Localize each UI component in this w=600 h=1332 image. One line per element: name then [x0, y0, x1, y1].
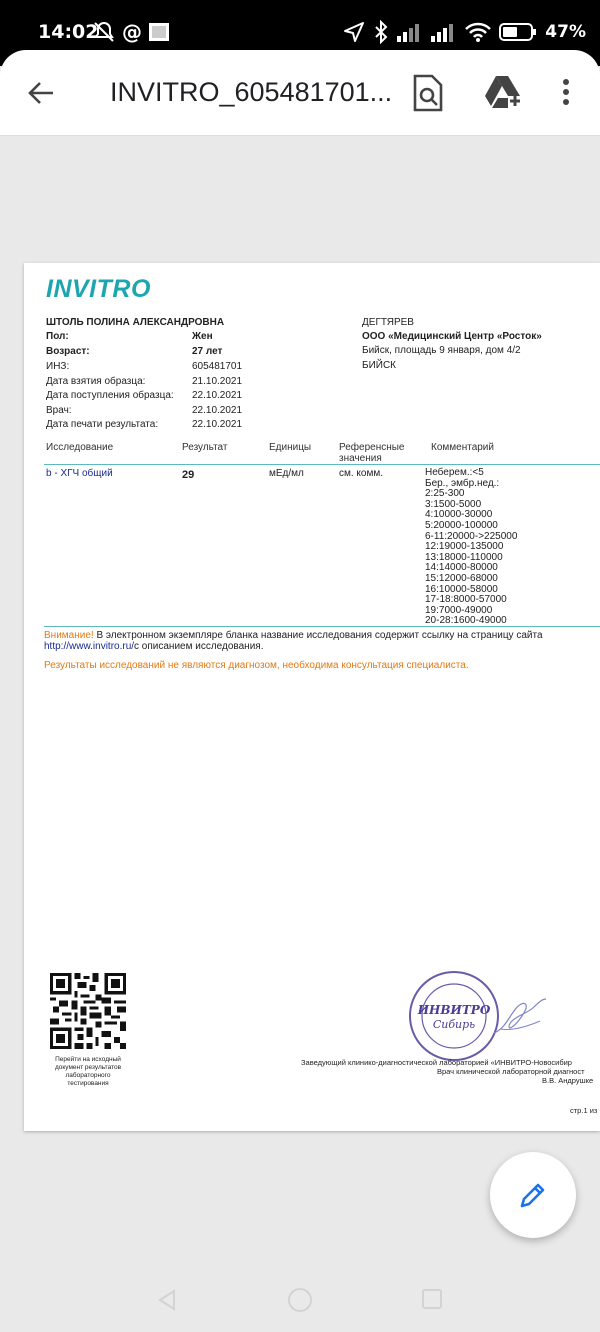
pencil-icon	[518, 1180, 548, 1210]
edit-button[interactable]	[490, 1152, 576, 1238]
comment-line: 5:20000-100000	[425, 519, 498, 531]
back-arrow-icon[interactable]	[26, 78, 56, 108]
pdf-page	[24, 263, 600, 1131]
attention-label: Внимание!	[44, 630, 94, 641]
page-number: стр.1 из	[570, 1106, 598, 1115]
reference-value: см. комм.	[339, 468, 384, 479]
mute-notifications-icon	[92, 20, 116, 44]
document-title: INVITRO_605481701...	[110, 77, 393, 107]
clinic-city: БИЙСК	[362, 360, 396, 371]
notice-line2	[44, 641, 263, 652]
status-time: 14:02	[38, 21, 99, 43]
lab-stamp	[406, 968, 502, 1064]
nav-back-icon[interactable]	[156, 1288, 178, 1312]
comment-line: 14:14000-80000	[425, 562, 498, 574]
search-document-icon[interactable]	[412, 74, 444, 112]
comment-line: 4:10000-30000	[425, 509, 493, 521]
age-value: 27 лет	[192, 346, 223, 357]
units-value: мЕд/мл	[269, 468, 304, 479]
doctor-label: Врач:	[46, 405, 72, 416]
qr-code[interactable]	[50, 973, 126, 1049]
header-units: Единицы	[269, 442, 312, 453]
nav-home-icon[interactable]	[286, 1286, 314, 1314]
comment-line: 2:25-300	[425, 488, 465, 500]
clinic-name: ООО «Медицинский Центр «Росток»	[362, 331, 542, 342]
email-at-icon: @	[122, 20, 142, 44]
battery-icon	[499, 22, 537, 42]
signature-line-2: Врач клинической лабораторной диагност	[437, 1067, 585, 1076]
notice-text: В электронном экземпляре бланка название исследования содержит ссылку на страницу сайта	[93, 630, 543, 641]
patient-name: ШТОЛЬ ПОЛИНА АЛЕКСАНДРОВНА	[46, 317, 225, 328]
comment-line: 17-18:8000-57000	[425, 594, 507, 606]
clinic-address: Бийск, площадь 9 января, дом 4/2	[362, 345, 521, 356]
stamp-bottom-text: Сибирь	[432, 1018, 476, 1031]
table-header-rule	[44, 464, 600, 465]
signal-strength-icon-1	[397, 22, 423, 42]
print-date-value: 22.10.2021	[192, 419, 243, 430]
notice-text-end: с описанием исследования.	[134, 641, 264, 652]
wifi-icon	[465, 21, 491, 43]
bluetooth-icon	[373, 20, 389, 44]
comment-line: 15:12000-68000	[425, 572, 498, 584]
header-reference-line1: Референсные	[339, 442, 405, 453]
test-name-link[interactable]: b - ХГЧ общий	[46, 468, 113, 479]
table-bottom-rule	[44, 626, 600, 627]
clinic-doctor: ДЕГТЯРЕВ	[362, 317, 414, 328]
image-notification-icon	[148, 21, 170, 43]
comment-line: 20-28:1600-49000	[425, 615, 507, 627]
sample-date-value: 21.10.2021	[192, 376, 243, 387]
system-navigation-bar	[0, 1270, 600, 1332]
qr-caption: Перейти на исходный документ результатов лабораторного тестирования	[54, 1056, 122, 1087]
invitro-site-link[interactable]: http://www.invitro.ru/	[44, 641, 135, 652]
header-reference-line2: значения	[339, 453, 382, 464]
doctor-value: 22.10.2021	[192, 405, 243, 416]
comment-line: 3:1500-5000	[425, 498, 482, 510]
result-value: 29	[182, 469, 195, 481]
comment-line: 19:7000-49000	[425, 604, 493, 616]
comment-line: 12:19000-135000	[425, 541, 504, 553]
comment-line: 6-11:20000->225000	[425, 530, 518, 542]
app-toolbar	[0, 50, 600, 136]
receipt-date-label: Дата поступления образца:	[46, 390, 174, 401]
add-to-drive-icon[interactable]	[484, 74, 522, 110]
invitro-logo: INVITRO	[46, 275, 151, 303]
signature-line-3: В.В. Андрушке	[542, 1076, 594, 1085]
header-test: Исследование	[46, 442, 114, 453]
nav-recents-icon[interactable]	[421, 1288, 443, 1310]
age-label: Возраст:	[46, 346, 90, 357]
comment-line: Неберем.:<5	[425, 467, 484, 478]
notice-line1	[44, 630, 543, 641]
comment-line: Бер., эмбр.нед.:	[425, 477, 500, 489]
signature-line-1: Заведующий клинико-диагностической лабораторией «ИНВИТРО-Новосибир	[301, 1058, 572, 1067]
signature	[490, 993, 554, 1043]
stamp-top-text: ИНВИТРО	[417, 1003, 491, 1017]
signal-strength-icon-2	[431, 22, 457, 42]
sex-label: Пол:	[46, 331, 69, 342]
disclaimer: Результаты исследований не являются диагнозом, необходима консультация специалиста.	[44, 660, 469, 671]
header-comment: Комментарий	[431, 442, 494, 453]
print-date-label: Дата печати результата:	[46, 419, 159, 430]
receipt-date-value: 22.10.2021	[192, 390, 243, 401]
location-arrow-icon	[343, 21, 365, 43]
header-result: Результат	[182, 442, 228, 453]
comment-reference-list	[425, 468, 517, 627]
comment-line: 13:18000-110000	[425, 551, 503, 563]
sample-date-label: Дата взятия образца:	[46, 376, 146, 387]
sex-value: Жен	[192, 331, 213, 342]
battery-percent: 47%	[545, 22, 586, 42]
inz-value: 605481701	[192, 361, 243, 372]
more-options-icon[interactable]	[560, 74, 572, 110]
inz-label: ИНЗ:	[46, 361, 70, 372]
comment-line: 16:10000-58000	[425, 583, 498, 595]
